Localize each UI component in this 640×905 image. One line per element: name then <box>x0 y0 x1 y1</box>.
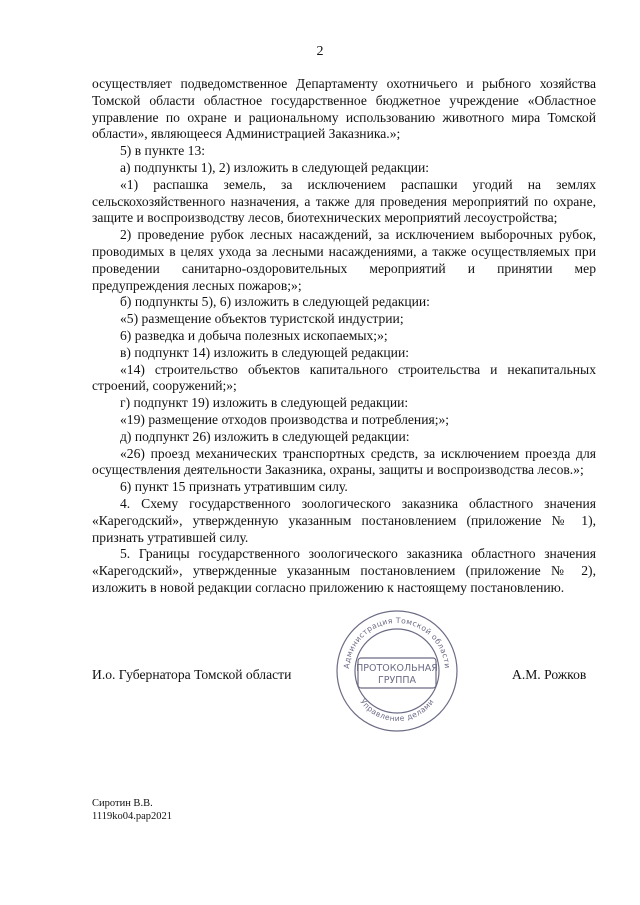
paragraph: 5) в пункте 13: <box>120 143 206 159</box>
paragraph: 4. Схему государственного зоологического заказника областного значения «Карегодский», утвержденную указанным постановлением (приложение № 1), признать утратившей силу. <box>92 495 596 545</box>
paragraph: д) подпункт 26) изложить в следующей редакции: <box>120 428 410 444</box>
paragraph: 6) разведка и добыча полезных ископаемых;»; <box>120 327 388 343</box>
paragraph: б) подпункты 5), 6) изложить в следующей редакции: <box>120 294 430 310</box>
stamp-ring-text: Администрация Томской области <box>342 615 452 670</box>
document-body <box>92 76 596 597</box>
paragraph: 6) пункт 15 признать утратившим силу. <box>120 479 348 495</box>
signatory-name: А.М. Рожков <box>512 667 587 682</box>
paragraph: 2) проведение рубок лесных насаждений, за исключением выборочных рубок, проводимых в целях ухода за лесными насаждениями, а также осуществляемых при проведении санитарно-оздоровительных мероприятий и принятии мер предупреждения лесных пожаров;»; <box>92 227 596 293</box>
stamp-center-line1: ПРОТОКОЛЬНАЯ <box>356 663 438 674</box>
paragraph: осуществляет подведомственное Департаменту охотничьего и рыбного хозяйства Томской области областное государственное бюджетное учреждение «Областное управление по охране и рациональному использованию животного мира Томской области», являющееся Администрацией Заказника.»; <box>92 76 596 142</box>
svg-text:Управление делами <box>358 697 436 723</box>
paragraph: г) подпункт 19) изложить в следующей редакции: <box>120 395 409 411</box>
signatory-title: И.о. Губернатора Томской области <box>92 667 292 682</box>
stamp-center-line2: ГРУППА <box>377 675 417 686</box>
document-code: 1119ko04.pap2021 <box>92 811 173 822</box>
stamp-bottom-text: Управление делами <box>358 697 436 724</box>
paragraph: в) подпункт 14) изложить в следующей редакции: <box>120 344 409 360</box>
executor-info <box>92 797 172 823</box>
paragraph: «26) проезд механических транспортных средств, за исключением проезда для осуществления деятельности Заказника, охраны, защиты и воспроизводства лесов.»; <box>92 445 596 478</box>
paragraph: «5) размещение объектов туристской индустрии; <box>120 311 404 327</box>
paragraph: «14) строительство объектов капитального строительства и некапитальных строений, сооружений;»; <box>92 361 596 394</box>
paragraph: «1) распашка земель, за исключением распашки угодий на землях сельскохозяйственного назначения, а также для проведения мероприятий по охране, защите и воспроизводству лесов, биотехнических мероприятий лесоустройства; <box>92 176 596 226</box>
executor-name: Сиротин В.В. <box>92 798 153 809</box>
page-number: 2 <box>316 44 324 59</box>
paragraph: а) подпункты 1), 2) изложить в следующей редакции: <box>120 159 430 175</box>
official-stamp <box>334 608 460 734</box>
paragraph: 5. Границы государственного зоологического заказника областного значения «Карегодский», утвержденные указанным постановлением (приложение № 2), изложить в новой редакции согласно приложению к настоящему постановлению. <box>92 546 596 595</box>
paragraph: «19) размещение отходов производства и потребления;»; <box>120 411 450 427</box>
